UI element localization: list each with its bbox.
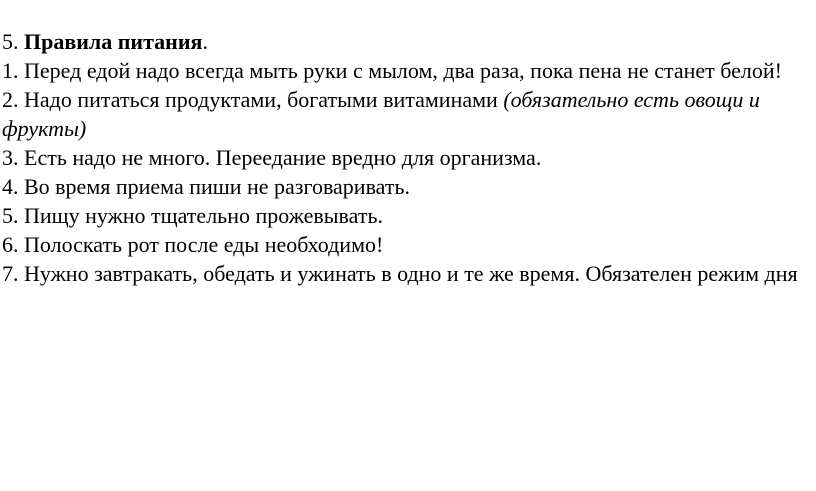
rule-text: 1. Перед едой надо всегда мыть руки с мылом, два раза, пока пена не станет белой! xyxy=(2,58,783,83)
rule-text: 2. Надо питаться продуктами, богатыми витаминами xyxy=(2,87,504,112)
rule-item-6 xyxy=(2,230,808,259)
rule-italic-note: (обязательно есть овощи и фрукты) xyxy=(2,87,760,141)
heading-end: . xyxy=(202,29,208,54)
document-heading xyxy=(2,27,808,56)
rule-item-3 xyxy=(2,143,808,172)
rule-item-5 xyxy=(2,201,808,230)
rule-text: 5. Пищу нужно тщательно прожевывать. xyxy=(2,203,383,228)
rule-item-4 xyxy=(2,172,808,201)
rule-text: 6. Полоскать рот после еды необходимо! xyxy=(2,232,384,257)
heading-number: 5. xyxy=(2,29,24,54)
rule-text: 4. Во время приема пиши не разговаривать. xyxy=(2,174,411,199)
rule-text: 3. Есть надо не много. Переедание вредно для организма. xyxy=(2,145,542,170)
document-body xyxy=(2,27,808,288)
rule-text: 7. Нужно завтракать, обедать и ужинать в одно и те же время. Обязателен режим дня xyxy=(2,261,798,286)
rule-item-2 xyxy=(2,85,808,143)
rule-item-1 xyxy=(2,56,808,85)
heading-title: Правила питания xyxy=(24,29,203,54)
rule-item-7 xyxy=(2,259,808,288)
